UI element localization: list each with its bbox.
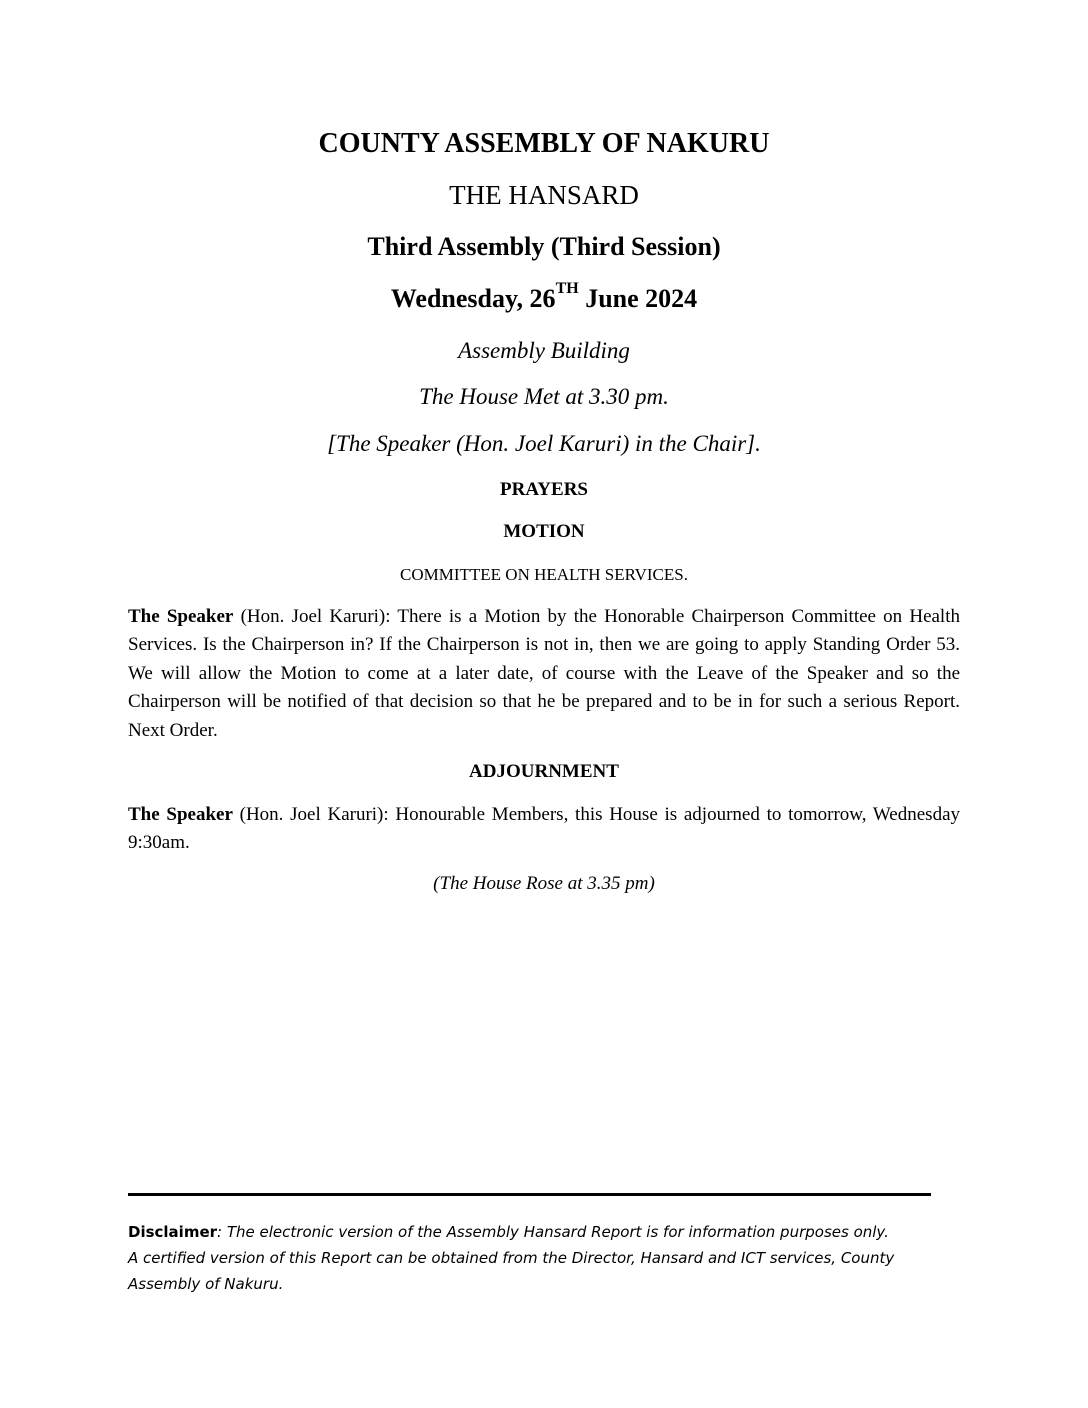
house-rose-line: (The House Rose at 3.35 pm)	[433, 873, 655, 894]
disclaimer	[128, 1219, 948, 1297]
house-met-line: The House Met at 3.30 pm.	[419, 384, 669, 409]
speaker-paragraph-motion	[128, 603, 960, 745]
date-superscript: TH	[555, 280, 579, 298]
session-heading: Third Assembly (Third Session)	[367, 232, 721, 261]
committee-heading: COMMITTEE ON HEALTH SERVICES.	[400, 565, 688, 584]
disclaimer-label: Disclaimer	[128, 1223, 218, 1241]
motion-heading: MOTION	[503, 521, 585, 542]
chair-line: [The Speaker (Hon. Joel Karuri) in the Chair].	[327, 431, 761, 456]
footer-divider	[128, 1193, 931, 1196]
disclaimer-line-1	[128, 1219, 948, 1245]
prayers-heading: PRAYERS	[500, 479, 588, 500]
disclaimer-text-1: The electronic version of the Assembly Hansard Report is for information purposes only.	[222, 1223, 889, 1241]
paragraph-text: (Hon. Joel Karuri): Honourable Members, this House is adjourned to tomorrow, Wednesday 9:30am.	[128, 804, 960, 854]
date-suffix: June 2024	[578, 284, 698, 313]
sitting-date	[0, 280, 1088, 314]
speaker-name: The Speaker	[128, 804, 233, 825]
speaker-paragraph-adjournment	[128, 801, 960, 858]
date-prefix: Wednesday, 26	[390, 284, 556, 313]
paragraph-text: (Hon. Joel Karuri): There is a Motion by the Honorable Chairperson Committee on Health Services. Is the Chairperson in? If the Chairperson is not in, then we are going to apply Standing Order 53. We will allow the Motion to come at a later date, of course with the Leave of the Speaker and so the Chairperson will be notified of that decision so that he be prepared and to be in for such a serious Report. Next Order.	[128, 606, 960, 741]
disclaimer-line-3: Assembly of Nakuru.	[128, 1275, 284, 1293]
disclaimer-colon: :	[217, 1223, 223, 1241]
disclaimer-line-2: A certified version of this Report can be obtained from the Director, Hansard and ICT services, County	[128, 1249, 895, 1267]
venue-line: Assembly Building	[458, 338, 630, 363]
adjournment-heading: ADJOURNMENT	[469, 761, 619, 782]
document-title: COUNTY ASSEMBLY OF NAKURU	[318, 128, 770, 159]
document-subtitle: THE HANSARD	[449, 180, 639, 210]
speaker-name: The Speaker	[128, 606, 234, 627]
